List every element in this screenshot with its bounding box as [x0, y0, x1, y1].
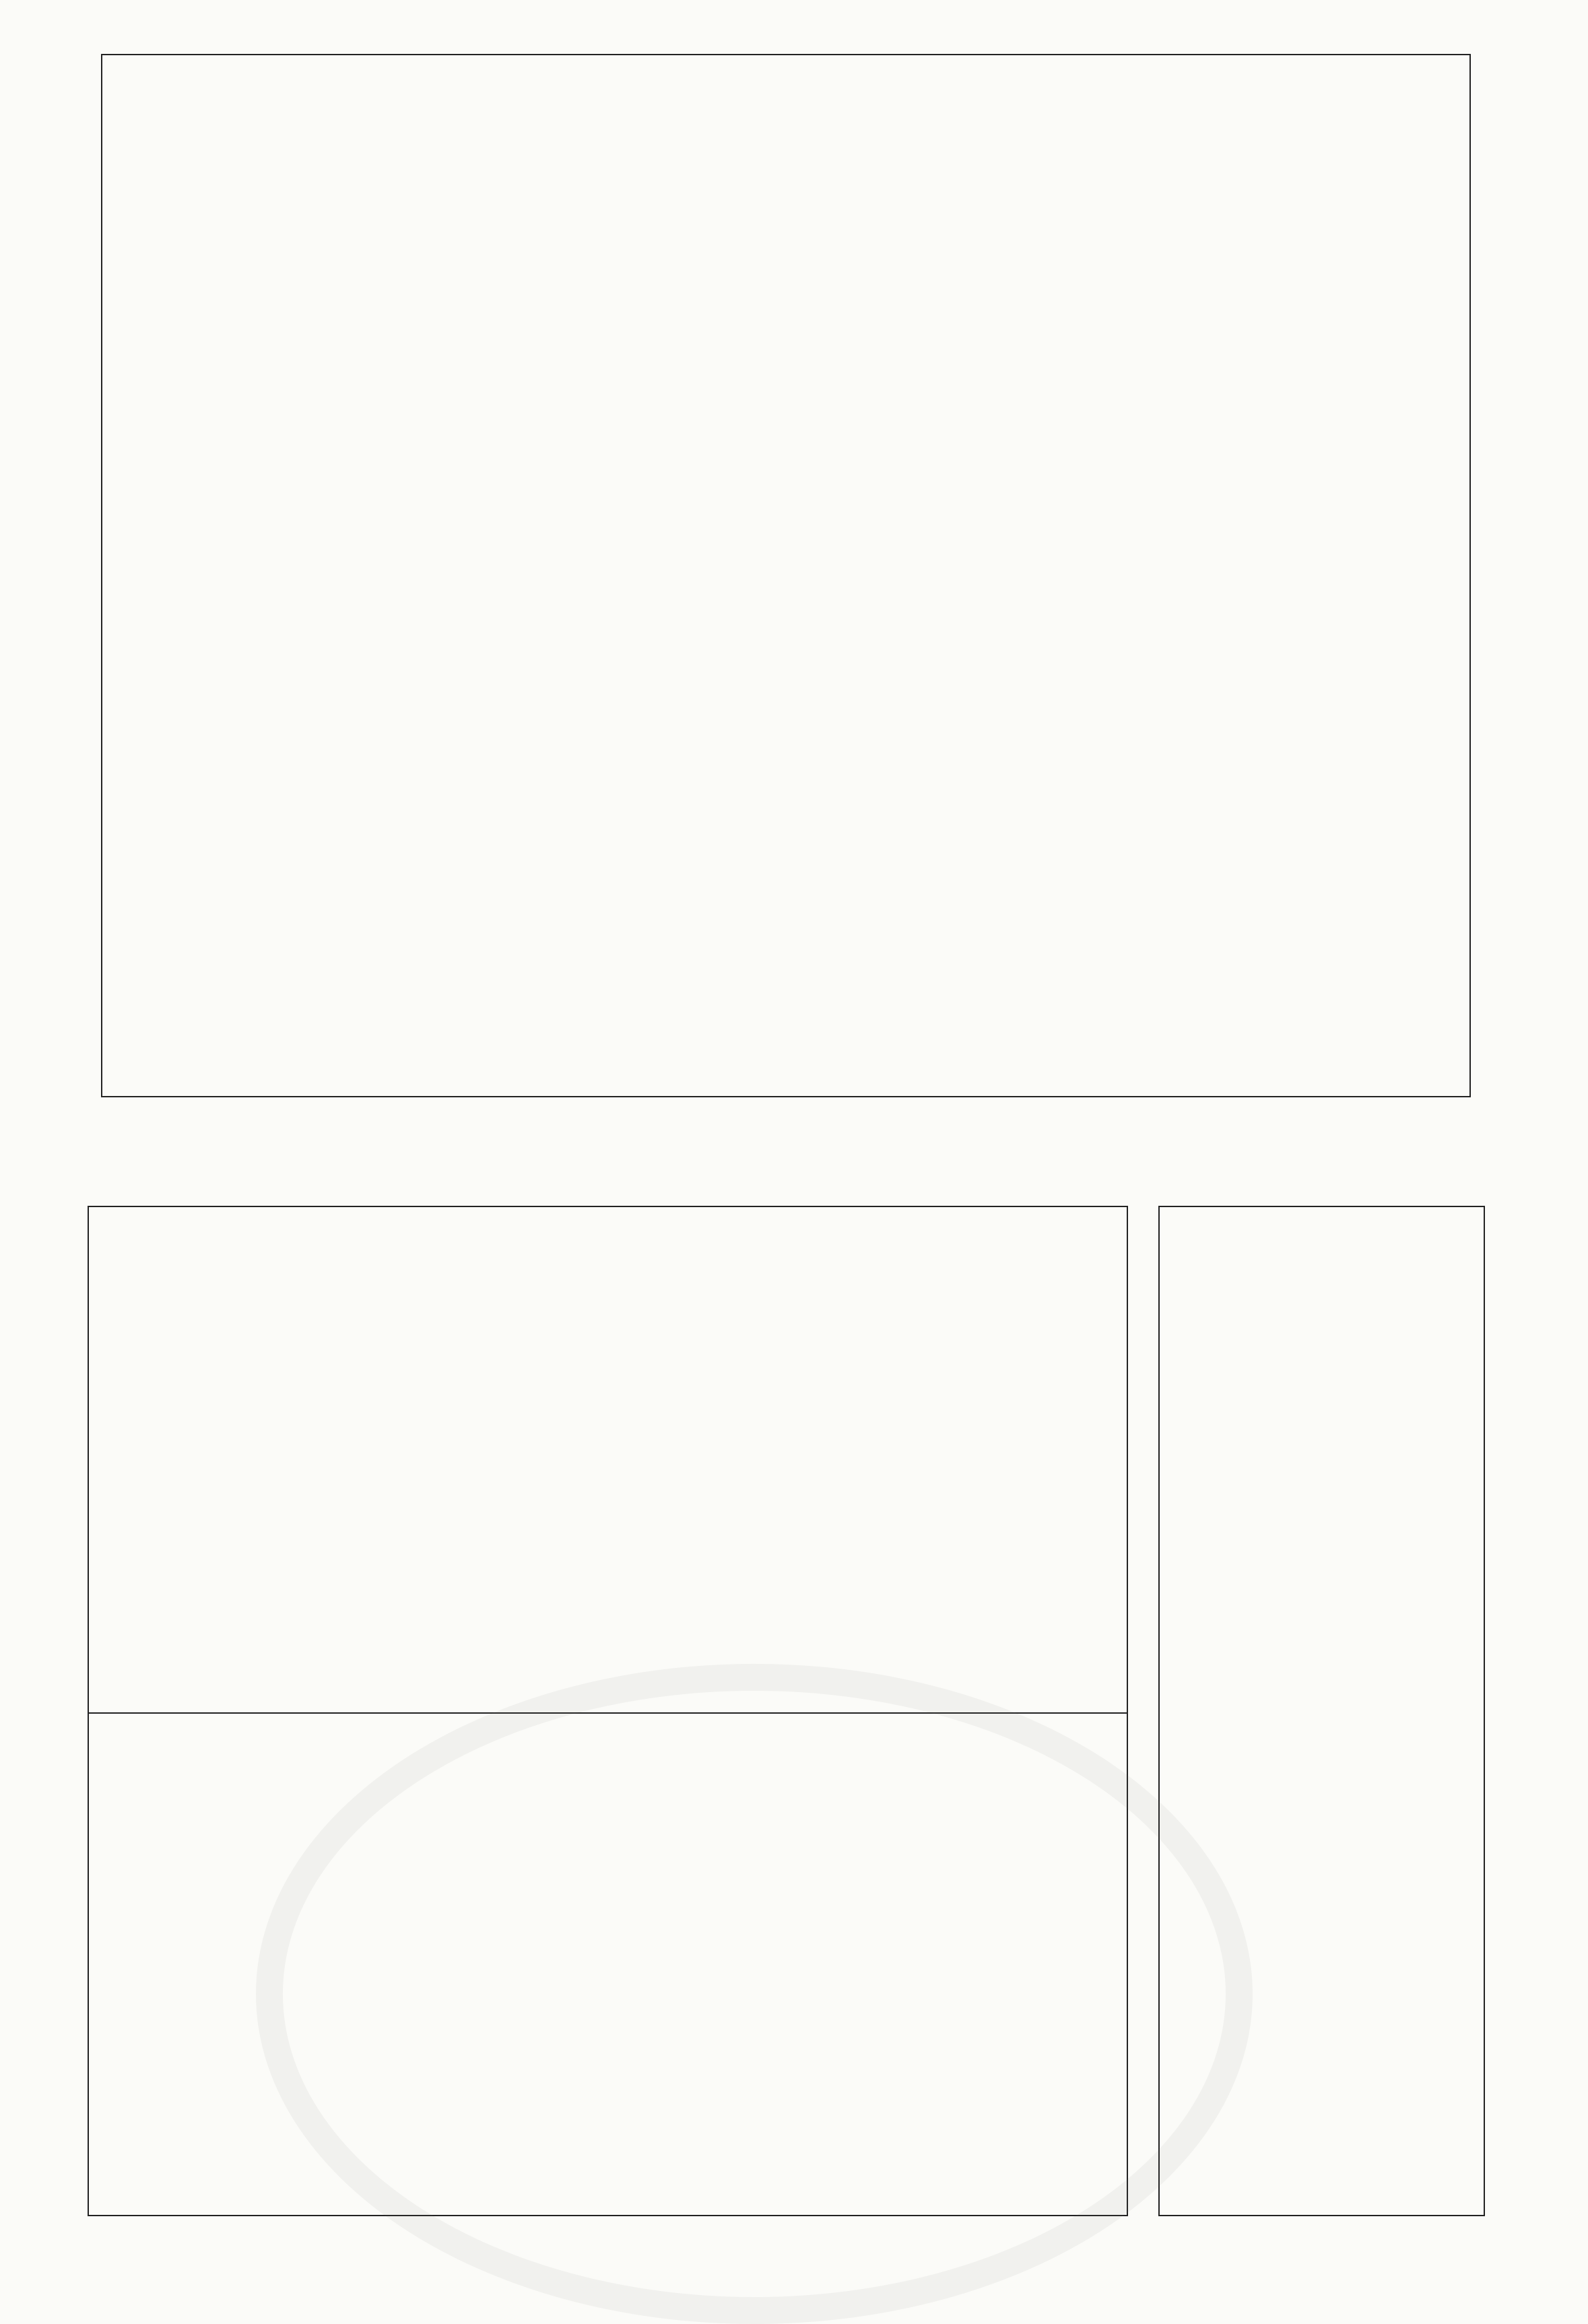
depot-tables — [101, 54, 1471, 1097]
page-header-2 — [101, 1175, 1461, 1202]
operator-tables — [88, 1206, 1485, 2216]
summary-panels — [1158, 1206, 1485, 2216]
page-header — [101, 23, 1461, 50]
operators-bottom — [89, 1712, 1127, 2215]
operators-top — [89, 1207, 1127, 1714]
sheet-page-1 — [0, 0, 1588, 1152]
sheet-page-2 — [0, 1152, 1588, 2304]
operators-grid — [88, 1206, 1128, 2216]
